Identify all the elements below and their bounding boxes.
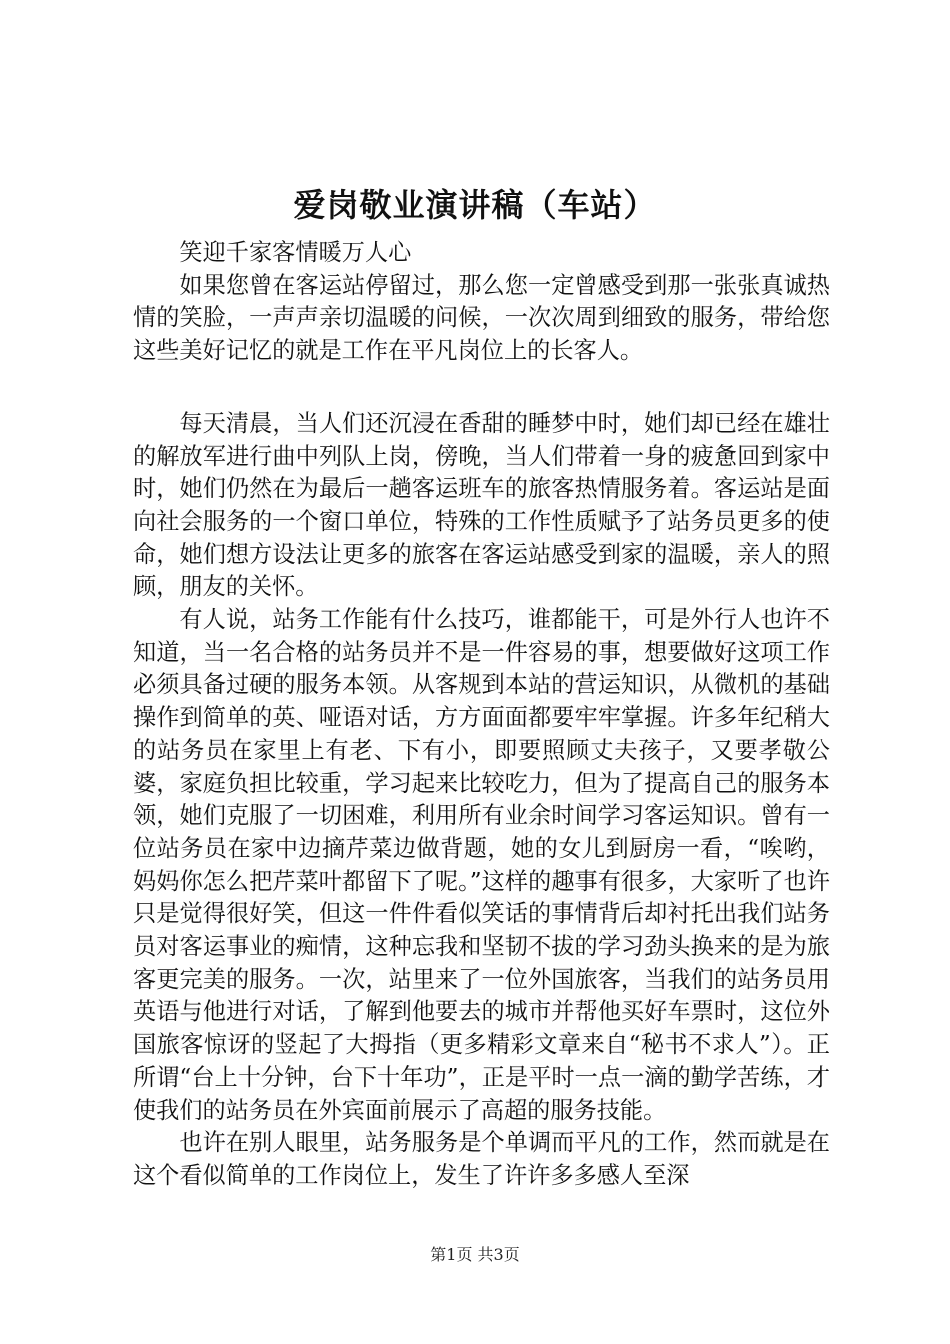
document-subtitle: 笑迎千家客情暖万人心: [179, 239, 412, 266]
paragraph-4: 也许在别人眼里，站务服务是个单调而平凡的工作，然而就是在这个看似简单的工作岗位上，发生了许许多多感人至深: [133, 1129, 830, 1189]
document-body: [133, 237, 830, 1193]
blank-line: [133, 368, 830, 408]
paragraph-2: 每天清晨，当人们还沉浸在香甜的睡梦中时，她们却已经在雄壮的解放军进行曲中列队上岗，傍晚，当人们带着一身的疲惫回到家中时，她们仍然在为最后一趟客运班车的旅客热情服务着。客运站是面向社会服务的一个窗口单位，特殊的工作性质赋予了站务员更多的使命，她们想方设法让更多的旅客在客运站感受到家的温暖，亲人的照顾，朋友的关怀。: [133, 409, 830, 601]
paragraph-3: 有人说，站务工作能有什么技巧，谁都能干，可是外行人也许不知道，当一名合格的站务员并不是一件容易的事，想要做好这项工作必须具备过硬的服务本领。从客规到本站的营运知识，从微机的基础操作到简单的英、哑语对话，方方面面都要牢牢掌握。许多年纪稍大的站务员在家里上有老、下有小，即要照顾丈夫孩子，又要孝敬公婆，家庭负担比较重，学习起来比较吃力，但为了提高自己的服务本领，她们克服了一切困难，利用所有业余时间学习客运知识。曾有一位站务员在家中边摘芹菜边做背题，她的女儿到厨房一看，“唉哟，妈妈你怎么把芹菜叶都留下了呢。”这样的趣事有很多，大家听了也许只是觉得很好笑，但这一件件看似笑话的事情背后却衬托出我们站务员对客运事业的痴情，这种忘我和坚韧不拔的学习劲头换来的是为旅客更完美的服务。一次，站里来了一位外国旅客，当我们的站务员用英语与他进行对话，了解到他要去的城市并帮他买好车票时，这位外国旅客惊讶的竖起了大拇指（更多精彩文章来自“秘书不求人”）。正所谓“台上十分钟，台下十年功”，正是平时一点一滴的勤学苦练，才使我们的站务员在外宾面前展示了高超的服务技能。: [133, 606, 830, 1124]
page-footer: 第1页 共3页: [430, 1245, 520, 1264]
paragraph-1: 如果您曾在客运站停留过，那么您一定曾感受到那一张张真诚热情的笑脸，一声声亲切温暖的问候，一次次周到细致的服务，带给您这些美好记忆的就是工作在平凡岗位上的长客人。: [133, 271, 830, 365]
document-title: 爱岗敬业演讲稿（车站）: [293, 186, 657, 224]
